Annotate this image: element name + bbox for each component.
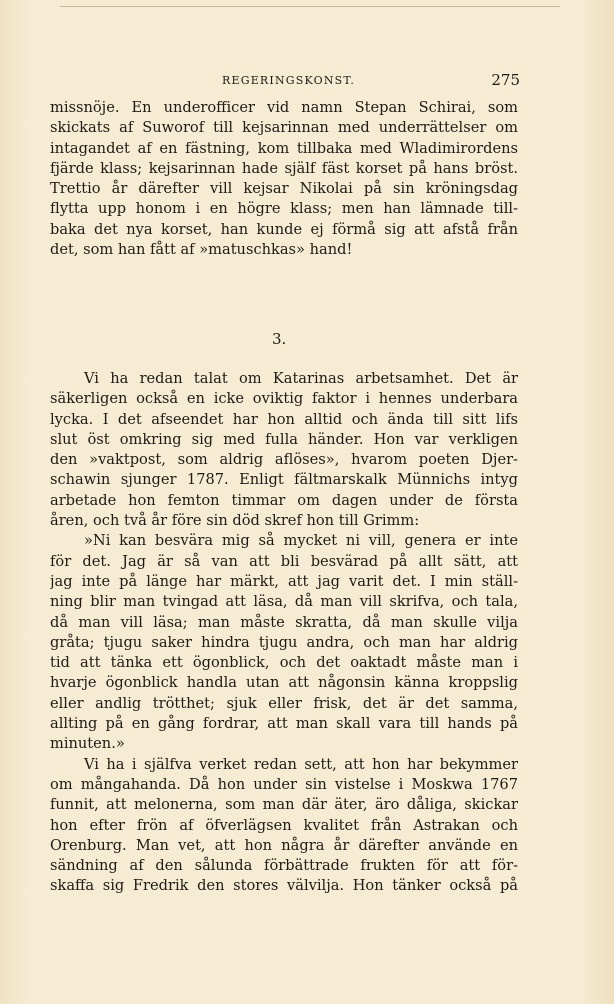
text-line: åren, och två år före sin död skref hon till Grimm: <box>50 512 420 530</box>
text-line: ning blir man tvingad att läsa, då man vill skrifva, och tala, <box>50 593 518 611</box>
text-line: säkerligen också en icke oviktig faktor i hennes underbara <box>50 390 518 408</box>
text-line: sändning af den sålunda förbättrade frukten för att för- <box>50 857 518 875</box>
text-line: eller andlig trötthet; sjuk eller frisk, det är det samma, <box>50 694 518 712</box>
running-head: REGERINGSKONST. <box>222 74 356 87</box>
text-line: jag inte på länge har märkt, att jag varit det. I min ställ- <box>50 572 518 590</box>
text-line: missnöje. En underofficer vid namn Stepan Schirai, som <box>50 99 518 116</box>
paragraph-3-quote <box>50 531 518 754</box>
text-line: om mångahanda. Då hon under sin vistelse i Moskwa 1767 <box>50 775 518 793</box>
text-line: hvarje ögonblick handla utan att någonsin känna kroppslig <box>50 674 518 692</box>
text-line: slut öst omkring sig med fulla händer. Hon var verkligen <box>50 430 518 448</box>
text-line: tid att tänka ett ögonblick, och det oaktadt måste man i <box>50 654 518 672</box>
text-line: gråta; tjugu saker hindra tjugu andra, och man har aldrig <box>50 633 518 651</box>
main-text <box>50 369 518 897</box>
page-edge-rule <box>60 6 560 7</box>
text-line: fjärde klass; kejsarinnan hade själf fäst korset på hans bröst. <box>50 159 518 177</box>
text-line: Trettio år därefter vill kejsar Nikolai på sin kröningsdag <box>50 180 518 198</box>
text-line: hon efter frön af öfverlägsen kvalitet från Astrakan och <box>50 816 518 834</box>
paragraph-2 <box>50 369 518 531</box>
text-line: allting på en gång fordrar, att man skall vara till hands på <box>50 715 518 733</box>
paragraph-1 <box>50 98 518 260</box>
text-line: det, som han fått af »matuschkas» hand! <box>50 241 353 259</box>
section-number: 3. <box>272 330 287 348</box>
text-line: minuten.» <box>50 735 125 753</box>
text-line: intagandet af en fästning, kom tillbaka med Wladimirordens <box>50 139 518 157</box>
text-line: då man vill läsa; man måste skratta, då man skulle vilja <box>50 613 518 631</box>
page-header <box>50 71 520 94</box>
text-line: flytta upp honom i en högre klass; men han lämnade till- <box>50 200 518 218</box>
text-line: funnit, att melonerna, som man där äter, äro dåliga, skickar <box>50 796 518 814</box>
text-line: arbetade hon femton timmar om dagen under de första <box>50 491 518 509</box>
text-line: »Ni kan besvära mig så mycket ni vill, genera er inte <box>84 532 518 550</box>
paragraph-4 <box>50 755 518 897</box>
text-line: baka det nya korset, han kunde ej förmå sig att afstå från <box>50 220 518 238</box>
text-line: den »vaktpost, som aldrig aflöses», hvarom poeten Djer- <box>50 451 518 469</box>
text-line: skaffa sig Fredrik den stores välvilja. Hon tänker också på <box>50 877 518 895</box>
text-line: Vi ha redan talat om Katarinas arbetsamhet. Det är <box>84 370 518 387</box>
text-line: för det. Jag är så van att bli besvärad på allt sätt, att <box>50 552 518 570</box>
text-line: Orenburg. Man vet, att hon några år därefter använde en <box>50 836 518 854</box>
text-line: Vi ha i själfva verket redan sett, att hon har bekymmer <box>84 755 518 773</box>
page-number: 275 <box>491 71 520 89</box>
text-line: schawin sjunger 1787. Enligt fältmarskalk Münnichs intyg <box>50 471 518 489</box>
text-line: lycka. I det afseendet har hon alltid och ända till sitt lifs <box>50 410 518 428</box>
text-line: skickats af Suworof till kejsarinnan med underrättelser om <box>50 119 518 137</box>
